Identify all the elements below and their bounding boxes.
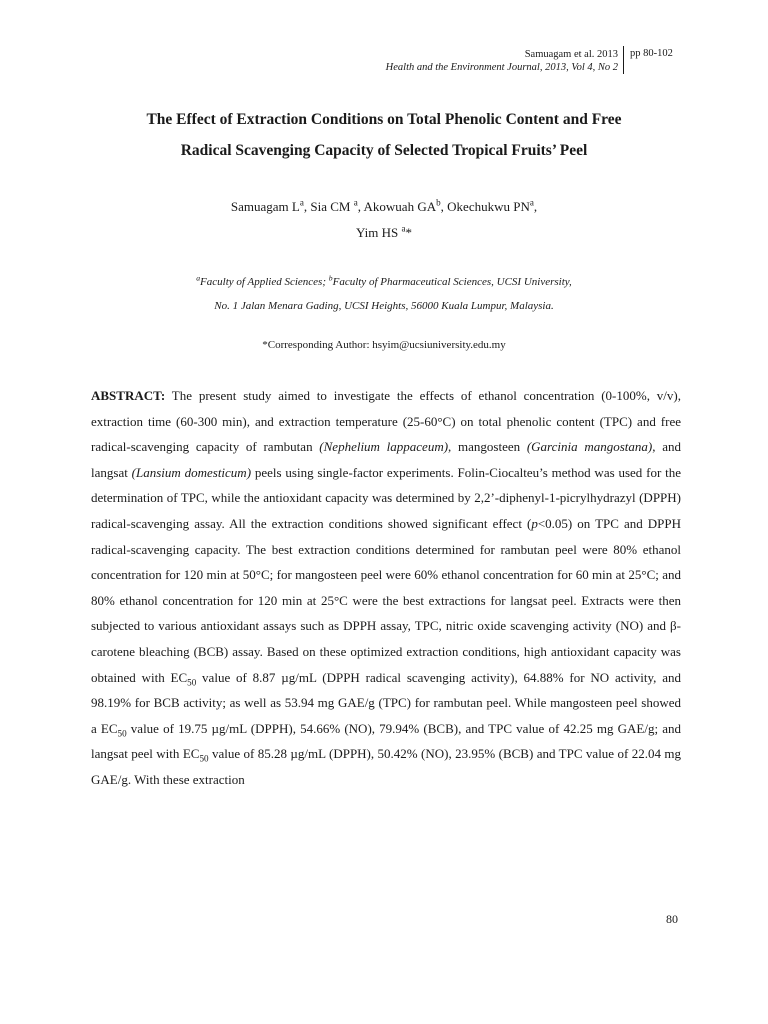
- author-line-1: [80, 194, 688, 220]
- affiliation-line-2: No. 1 Jalan Menara Gading, UCSI Heights, 56000 Kuala Lumpur, Malaysia.: [214, 300, 554, 312]
- author-affil-mark: b: [436, 197, 441, 208]
- ec50-subscript: 50: [117, 728, 127, 739]
- abstract-label: ABSTRACT:: [91, 388, 166, 403]
- paper-title: [80, 104, 688, 166]
- affiliation-applied-sciences: Faculty of Applied Sciences;: [200, 276, 329, 288]
- header-divider: [623, 46, 624, 74]
- species-rambutan: (Nephelium lappaceum): [319, 439, 449, 455]
- author-separator: ,: [533, 199, 538, 214]
- author-affil-mark: a: [299, 197, 304, 208]
- abstract: [91, 383, 681, 793]
- header-citation: Samuagam et al. 2013: [524, 49, 618, 60]
- corresponding-mark: *: [405, 225, 413, 240]
- affil-mark-a: a: [196, 273, 201, 283]
- ec50-subscript: 50: [187, 677, 197, 688]
- species-langsat: (Lansium domesticum): [131, 464, 252, 480]
- abstract-text: value of 85.28 µg/mL (DPPH), 50.42% (NO), 23.95% (BCB) and TPC value of 22.04 mg GAE/g. With these extraction: [91, 746, 681, 787]
- abstract-text: value of 19.75 µg/mL (DPPH), 54.66% (NO), 79.94% (BCB), and TPC value of 42.25 mg GAE/g; and langsat peel with EC: [91, 720, 681, 762]
- author-affil-mark: a: [353, 197, 358, 208]
- ec50-subscript: 50: [199, 753, 209, 764]
- abstract-text: value of 8.87 µg/mL (DPPH radical scavenging activity), 64.88% for NO activity, and 98.19% for BCB activity; as well as 53.94 mg GAE/g (TPC) for rambutan peel. While mangosteen peel showed a EC: [91, 669, 681, 736]
- corresponding-author: *Corresponding Author: hsyim@ucsiuniversity.edu.my: [262, 339, 506, 351]
- author-affil-mark: a: [529, 197, 534, 208]
- species-mangosteen: (Garcinia mangostana): [526, 439, 653, 455]
- author-name: , Akowuah GA: [357, 199, 437, 214]
- header-journal: Health and the Environment Journal, 2013, Vol 4, No 2: [385, 62, 618, 73]
- author-name: , Okechukwu PN: [440, 199, 530, 214]
- author-line-2: [80, 220, 688, 246]
- affil-mark-b: b: [328, 273, 333, 283]
- title-line-1: The Effect of Extraction Conditions on Total Phenolic Content and Free: [146, 111, 622, 128]
- abstract-text: peels using single-factor experiments. Folin-Ciocalteu’s method was used for the determination of TPC, while the antioxidant capacity was determined by 2,2’-diphenyl-1-picrylhydrazyl (DPPH) radical-scavenging assay. All the extraction conditions showed significant effect (: [91, 464, 681, 531]
- header-pages: pp 80-102: [630, 48, 673, 59]
- author-affil-mark: a: [401, 223, 406, 234]
- author-list: [80, 194, 688, 246]
- affiliations: [80, 270, 688, 318]
- page-number: 80: [666, 912, 678, 926]
- p-value-symbol: p: [531, 515, 538, 531]
- abstract-text: , mangosteen: [448, 439, 527, 455]
- author-name: , Sia CM: [303, 199, 354, 214]
- title-line-2: Radical Scavenging Capacity of Selected Tropical Fruits’ Peel: [180, 142, 588, 159]
- abstract-text: The present study aimed to investigate the effects of ethanol concentration (0-100%, v/v), extraction time (60-300 min), and extraction temperature (25-60°C) on total phenolic content (TPC) and free radical-scavenging capacity of rambutan: [91, 388, 681, 455]
- abstract-text: <0.05) on TPC and DPPH radical-scavenging capacity. The best extraction conditions determined for rambutan peel were 80% ethanol concentration for 120 min at 50°C; for mangosteen peel were 60% ethanol concentration for 60 min at 25°C; and 80% ethanol concentration for 120 min at 25°C were the best extractions for langsat peel. Extracts were then subjected to various antioxidant assays such as DPPH assay, TPC, nitric oxide scavenging activity (NO) and β-carotene bleaching (BCB) assay. Based on these optimized extraction conditions, high antioxidant capacity was obtained with EC: [91, 515, 682, 685]
- author-name: Samuagam L: [230, 199, 300, 214]
- abstract-text: , and langsat: [91, 439, 681, 480]
- author-name: Yim HS: [355, 225, 402, 240]
- affiliation-line-1: [80, 270, 688, 294]
- affiliation-pharmaceutical-sciences: Faculty of Pharmaceutical Sciences, UCSI University,: [332, 276, 572, 288]
- running-head: [386, 48, 618, 74]
